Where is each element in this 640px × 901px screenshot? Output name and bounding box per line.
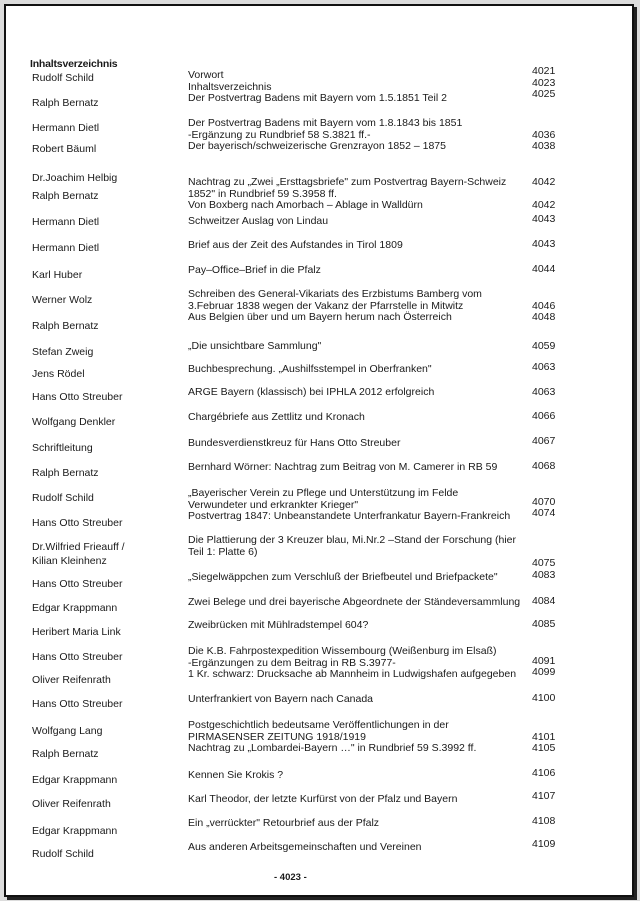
entry-page-number: 4108 bbox=[532, 815, 556, 827]
entry-page-numbers bbox=[532, 485, 572, 520]
entry-author: Rudolf Schild bbox=[32, 848, 94, 860]
entry-page-numbers bbox=[532, 66, 572, 101]
entry-author: Ralph Bernatz bbox=[32, 467, 99, 479]
entry-author: Hermann Dietl bbox=[32, 122, 100, 134]
entry-author: Heribert Maria Link bbox=[32, 626, 121, 638]
entry-title-line: Inhaltsverzeichnis bbox=[188, 80, 272, 93]
entry-title bbox=[188, 412, 528, 424]
entry-page-numbers bbox=[532, 839, 572, 851]
entry-title bbox=[188, 488, 528, 523]
entry-author: Edgar Krappmann bbox=[32, 774, 118, 786]
entry-page-number: 4063 bbox=[532, 361, 556, 373]
entry-page-number: 4048 bbox=[532, 311, 556, 323]
entry-page-numbers bbox=[532, 596, 572, 608]
entry-page-number: 4046 bbox=[532, 299, 556, 312]
entry-author: Karl Huber bbox=[32, 269, 83, 281]
entry-title-line: Zweibrücken mit Mühlradstempel 604? bbox=[188, 619, 369, 631]
entry-page-number: 4099 bbox=[532, 666, 556, 678]
entry-author: Wolfgang Lang bbox=[32, 725, 103, 737]
entry-title-line: Verwundeter und erkrankter Krieger" bbox=[188, 498, 359, 511]
entry-title-line: „Die unsichtbare Sammlung" bbox=[188, 340, 322, 352]
entry-page-number: 4109 bbox=[532, 838, 556, 850]
entry-page-number: 4068 bbox=[532, 460, 556, 472]
entry-page-numbers bbox=[532, 214, 572, 226]
entry-page-number: 4036 bbox=[532, 128, 556, 141]
entry-author: Hans Otto Streuber bbox=[32, 578, 123, 590]
entry-author: Ralph Bernatz bbox=[32, 190, 99, 202]
entry-author: Rudolf Schild bbox=[32, 492, 94, 504]
entry-page-numbers bbox=[532, 461, 572, 473]
entry-page-number bbox=[532, 118, 572, 130]
entry-author: Werner Wolz bbox=[32, 294, 93, 306]
entry-page-number: 4067 bbox=[532, 435, 556, 447]
entry-title-line: „Siegelwäppchen zum Verschluß der Briefbeutel und Briefpackete" bbox=[188, 571, 498, 583]
entry-title bbox=[188, 572, 528, 584]
entry-page-number bbox=[532, 644, 572, 656]
entry-title-line: Der bayerisch/schweizerische Grenzrayon 1852 – 1875 bbox=[188, 140, 446, 152]
entry-title-line: ARGE Bayern (klassisch) bei IPHLA 2012 erfolgreich bbox=[188, 386, 435, 398]
entry-title bbox=[188, 289, 528, 324]
entry-author: Jens Rödel bbox=[32, 368, 85, 380]
entry-page-numbers bbox=[532, 619, 572, 631]
entry-title bbox=[188, 842, 528, 854]
entry-title bbox=[188, 70, 528, 105]
entry-title bbox=[188, 364, 528, 376]
entry-page-number: 4085 bbox=[532, 618, 556, 630]
entry-page-number bbox=[532, 720, 572, 732]
entry-title bbox=[188, 694, 528, 706]
entry-page-numbers bbox=[532, 118, 572, 153]
entry-page-number: 4091 bbox=[532, 654, 556, 667]
entry-author: Kilian Kleinhenz bbox=[32, 555, 107, 567]
entry-page-number: 4070 bbox=[532, 495, 556, 508]
entry-page-numbers bbox=[532, 239, 572, 251]
entry-page-numbers bbox=[532, 693, 572, 705]
entry-page-numbers bbox=[532, 816, 572, 828]
entry-title-line: Die K.B. Fahrpostexpedition Wissembourg (Weißenburg im Elsaß) bbox=[188, 645, 497, 657]
entry-page-numbers bbox=[532, 570, 572, 582]
entry-page-number bbox=[532, 485, 572, 497]
entry-author: Oliver Reifenrath bbox=[32, 798, 111, 810]
entry-page-number: 4101 bbox=[532, 730, 556, 743]
entry-title-line: Postvertrag 1847: Unbeanstandete Unterfrankatur Bayern-Frankreich bbox=[188, 510, 511, 522]
entry-title-line: 3.Februar 1838 wegen der Vakanz der Pfarrstelle in Mitwitz bbox=[188, 299, 464, 312]
entry-page-number: 4043 bbox=[532, 238, 556, 250]
entry-author: Hermann Dietl bbox=[32, 216, 100, 228]
entry-title bbox=[188, 535, 528, 558]
entry-title bbox=[188, 462, 528, 474]
entry-title-line: Der Postvertrag Badens mit Bayern vom 1.8.1843 bis 1851 bbox=[188, 117, 463, 129]
entry-title-line: 1852" in Rundbrief 59 S.3958 ff. bbox=[188, 187, 337, 200]
entry-author: Hermann Dietl bbox=[32, 242, 100, 254]
entry-title-line: Zwei Belege und drei bayerische Abgeordnete der Ständeversammlung bbox=[188, 596, 521, 608]
entry-author: Rudolf Schild bbox=[32, 72, 94, 84]
entry-title-line: -Ergänzung zu Rundbrief 58 S.3821 ff.- bbox=[188, 128, 371, 141]
entry-page-number: 4074 bbox=[532, 507, 556, 519]
entry-page-number: 4038 bbox=[532, 140, 556, 152]
entry-title-line: Schreiben des General-Vikariats des Erzbistums Bamberg vom bbox=[188, 288, 482, 300]
entry-title-line: Nachtrag zu „Zwei „Ersttagsbriefe" zum Postvertrag Bayern-Schweiz bbox=[188, 176, 507, 188]
entry-page-number bbox=[532, 546, 572, 558]
entry-page-number: 4042 bbox=[532, 199, 556, 211]
entry-title-line: Unterfrankiert von Bayern nach Canada bbox=[188, 693, 374, 705]
entry-page-number: 4100 bbox=[532, 692, 556, 704]
entry-title-line: -Ergänzungen zu dem Beitrag in RB S.3977- bbox=[188, 656, 396, 669]
page-number: - 4023 - bbox=[274, 872, 307, 883]
entry-page-numbers bbox=[532, 362, 572, 374]
entry-author: Hans Otto Streuber bbox=[32, 698, 123, 710]
entry-page-numbers bbox=[532, 791, 572, 803]
entry-title bbox=[188, 438, 528, 450]
entry-page-number: 4043 bbox=[532, 213, 556, 225]
entry-page-number: 4063 bbox=[532, 386, 556, 398]
entry-title-line: PIRMASENSER ZEITUNG 1918/1919 bbox=[188, 730, 366, 743]
entry-page-number: 4084 bbox=[532, 595, 556, 607]
entry-title-line: Ein „verrückter" Retourbrief aus der Pfalz bbox=[188, 817, 380, 829]
entry-page-number bbox=[532, 289, 572, 301]
entry-title-line: Bundesverdienstkreuz für Hans Otto Streuber bbox=[188, 437, 401, 449]
heading: Inhaltsverzeichnis bbox=[30, 58, 118, 70]
entry-title bbox=[188, 597, 528, 609]
entry-page-numbers bbox=[532, 387, 572, 399]
entry-title-line: Postgeschichtlich bedeutsame Veröffentlichungen in der bbox=[188, 719, 449, 731]
entry-page-numbers bbox=[532, 768, 572, 780]
entry-page-numbers bbox=[532, 546, 572, 569]
entry-title-line: Kennen Sie Krokis ? bbox=[188, 769, 284, 781]
entry-title-line: Vorwort bbox=[188, 69, 224, 81]
entry-page-numbers bbox=[532, 177, 572, 212]
entry-page-number: 4083 bbox=[532, 569, 556, 581]
entry-author: Ralph Bernatz bbox=[32, 97, 99, 109]
entry-author: Hans Otto Streuber bbox=[32, 391, 123, 403]
entry-title bbox=[188, 770, 528, 782]
entry-author: Hans Otto Streuber bbox=[32, 517, 123, 529]
entry-author: Hans Otto Streuber bbox=[32, 651, 123, 663]
entry-page-number: 4107 bbox=[532, 790, 556, 802]
entry-title-line: Schweitzer Auslag von Lindau bbox=[188, 215, 329, 227]
entry-title bbox=[188, 387, 528, 399]
entry-title-line: Bernhard Wörner: Nachtrag zum Beitrag von M. Camerer in RB 59 bbox=[188, 461, 498, 473]
entry-author: Edgar Krappmann bbox=[32, 825, 118, 837]
entry-page-number: 4042 bbox=[532, 176, 556, 188]
entry-title bbox=[188, 240, 528, 252]
entry-page-numbers bbox=[532, 436, 572, 448]
entry-page-number: 4044 bbox=[532, 263, 556, 275]
entry-title-line: Teil 1: Platte 6) bbox=[188, 545, 258, 558]
entry-page-number: 4105 bbox=[532, 742, 556, 754]
entry-author: Dr.Joachim Helbig bbox=[32, 172, 118, 184]
entry-author: Schriftleitung bbox=[32, 442, 93, 454]
entry-title-line: Brief aus der Zeit des Aufstandes in Tirol 1809 bbox=[188, 239, 403, 251]
entry-title-line: Der Postvertrag Badens mit Bayern vom 1.5.1851 Teil 2 bbox=[188, 92, 447, 104]
entry-page-numbers bbox=[532, 720, 572, 755]
entry-page-number: 4021 bbox=[532, 65, 556, 77]
entry-title bbox=[188, 265, 528, 277]
entry-title bbox=[188, 216, 528, 228]
entry-title bbox=[188, 118, 528, 153]
entry-author: Robert Bäuml bbox=[32, 143, 97, 155]
entry-page-number: 4025 bbox=[532, 88, 556, 100]
entry-page-number: 4059 bbox=[532, 340, 556, 352]
entry-page-numbers bbox=[532, 644, 572, 679]
entry-title-line: Aus anderen Arbeitsgemeinschaften und Vereinen bbox=[188, 841, 422, 853]
entry-title bbox=[188, 620, 528, 632]
entry-author: Stefan Zweig bbox=[32, 346, 94, 358]
entry-title-line: Nachtrag zu „Lombardei-Bayern …" in Rundbrief 59 S.3992 ff. bbox=[188, 742, 477, 754]
entry-title bbox=[188, 818, 528, 830]
entry-page-numbers bbox=[532, 264, 572, 276]
entry-title bbox=[188, 794, 528, 806]
entry-page-numbers bbox=[532, 411, 572, 423]
entry-title-line: Buchbesprechung. „Aushilfsstempel in Oberfranken" bbox=[188, 363, 432, 375]
entry-title-line: Chargébriefe aus Zettlitz und Kronach bbox=[188, 411, 365, 423]
entry-title-line: „Bayerischer Verein zu Pflege und Unterstützung im Felde bbox=[188, 487, 459, 499]
entry-page-number: 4023 bbox=[532, 76, 556, 89]
entry-author: Edgar Krappmann bbox=[32, 602, 118, 614]
entry-title bbox=[188, 720, 528, 755]
entry-title bbox=[188, 646, 528, 681]
entry-author: Ralph Bernatz bbox=[32, 320, 99, 332]
entry-title-line: Pay–Office–Brief in die Pfalz bbox=[188, 264, 321, 276]
entry-page-numbers bbox=[532, 289, 572, 324]
entry-title bbox=[188, 341, 528, 353]
entry-title bbox=[188, 177, 528, 212]
entry-page-number: 4106 bbox=[532, 767, 556, 779]
entry-title-line: Karl Theodor, der letzte Kurfürst von der Pfalz und Bayern bbox=[188, 793, 458, 805]
entry-page-number: 4075 bbox=[532, 556, 556, 569]
entry-author: Wolfgang Denkler bbox=[32, 416, 116, 428]
entry-author: Oliver Reifenrath bbox=[32, 674, 111, 686]
entry-title-line: 1 Kr. schwarz: Drucksache ab Mannheim in Ludwigshafen aufgegeben bbox=[188, 668, 517, 680]
entry-author: Ralph Bernatz bbox=[32, 748, 99, 760]
entry-title-line: Von Boxberg nach Amorbach – Ablage in Walldürn bbox=[188, 199, 423, 211]
entry-title-line: Aus Belgien über und um Bayern herum nach Österreich bbox=[188, 311, 452, 323]
entry-page-number: 4066 bbox=[532, 410, 556, 422]
document-page bbox=[4, 4, 634, 897]
entry-author: Dr.Wilfried Frieauff / bbox=[32, 541, 125, 553]
entry-page-numbers bbox=[532, 341, 572, 353]
entry-title-line: Die Plattierung der 3 Kreuzer blau, Mi.Nr.2 –Stand der Forschung (hier bbox=[188, 534, 516, 546]
